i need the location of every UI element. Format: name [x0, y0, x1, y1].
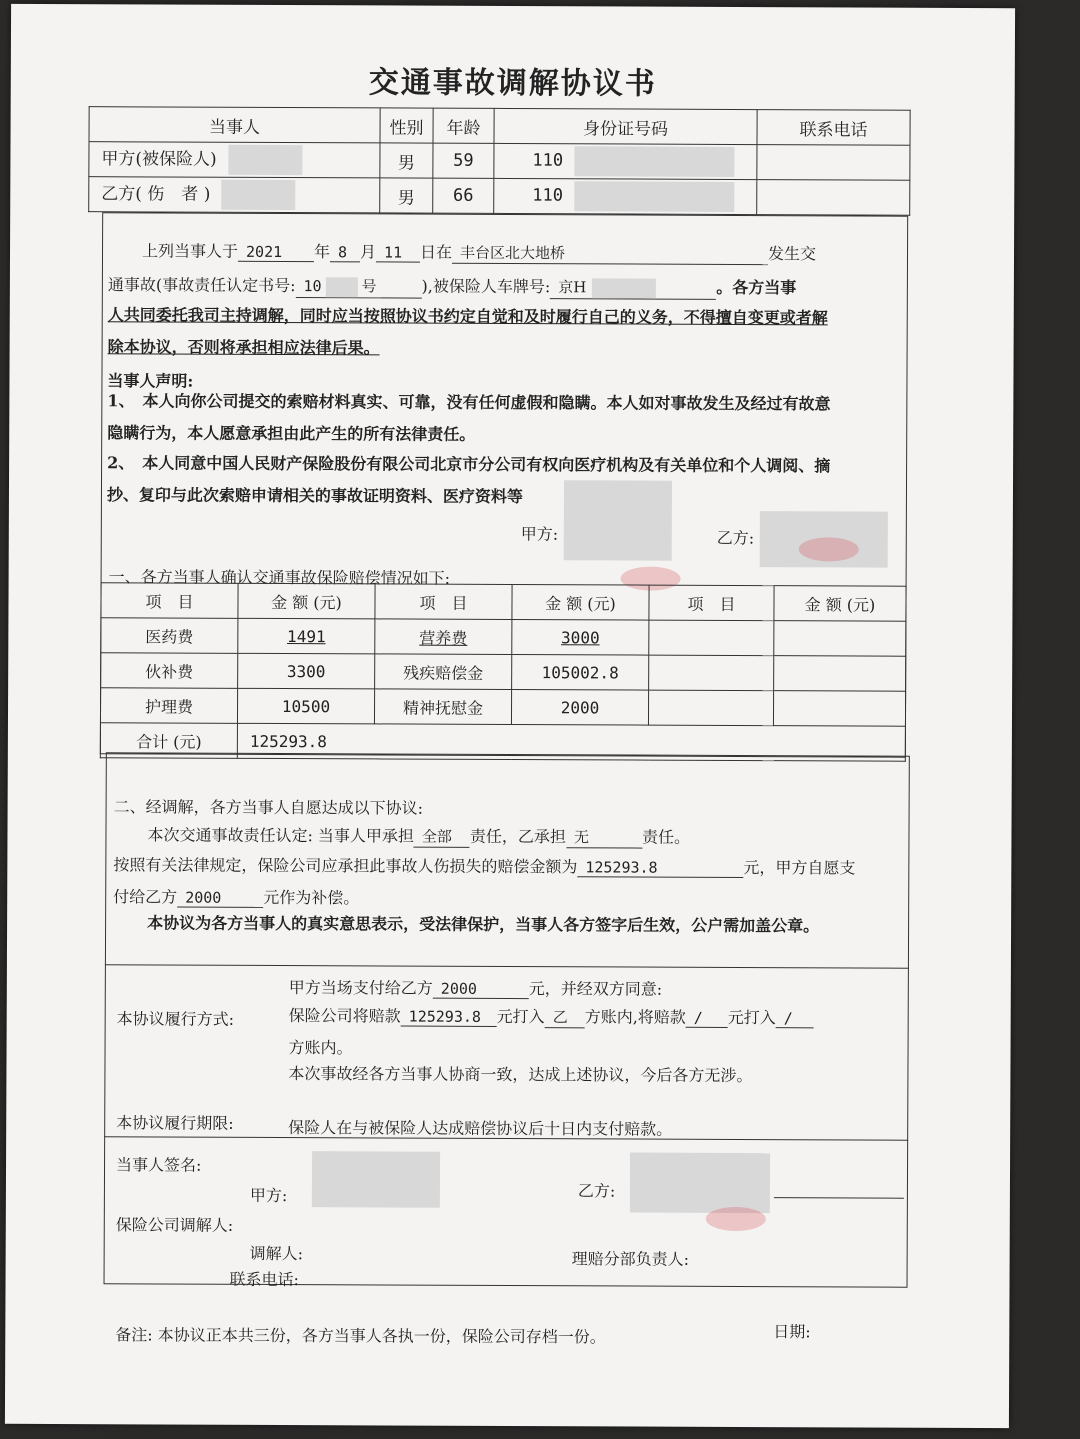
table-row [89, 142, 910, 181]
declaration-heading: 当事人声明: [107, 371, 194, 391]
party-b-age: 66 [433, 178, 494, 213]
signature-b-redacted [630, 1153, 770, 1214]
compensation-amount: 2000 [177, 889, 263, 908]
agreement-line-2: 按照有关法律规定，保险公司应承担此事故人伤损失的赔偿金额为 125293.8 元，甲方自愿支 [113, 855, 856, 878]
contact-phone-label: 联系电话: [229, 1269, 299, 1290]
header-id: 身份证号码 [494, 108, 757, 144]
party-b-cell [89, 177, 380, 213]
agreement-line-3: 付给乙方 2000 元作为补偿。 [113, 887, 360, 908]
declaration-item-2a: 2、 本人同意中国人民财产保险股份有限公司北京市分公司有权向医疗机构及有关单位和个人调阅、摘 [107, 453, 831, 476]
redacted-name [228, 145, 302, 175]
total-amount: 125293.8 [237, 723, 905, 761]
header-gender: 性别 [380, 108, 433, 143]
party-a-cell [89, 142, 380, 178]
table-total-row: 合计 (元) 125293.8 [100, 723, 905, 762]
performance-term: 保险人在与被保险人达成赔偿协议后十日内支付赔款。 [288, 1118, 673, 1139]
accident-month: 8 [330, 243, 360, 262]
document-title: 交通事故调解协议书 [368, 65, 657, 102]
declaration-party-b: 乙方: [717, 511, 888, 568]
declaration-item-1a: 1、 本人向你公司提交的索赔材料真实、可靠，没有任何虚假和隐瞒。本人如对事故发生及经过有故意 [107, 391, 831, 414]
declaration-party-a: 甲方: [521, 510, 672, 561]
performance-line-4: 本次事故经各方当事人协商一致，达成上述协议，今后各方无涉。 [288, 1064, 753, 1086]
intro-line-4: 除本协议，否则将承担相应法律后果。 [107, 337, 380, 358]
party-b-id: 110 [494, 178, 757, 214]
footer-date: 日期: [773, 1322, 811, 1342]
compensation-heading: 一、各方当事人确认交通事故保险赔偿情况如下: [108, 567, 451, 588]
performance-line-2: 保险公司将赔款 125293.8 元打入 乙 方账内,将赔款 / 元打入 / [289, 1003, 814, 1029]
table-header-row [89, 107, 910, 146]
footer-note: 备注: 本协议正本共三份，各方当事人各执一份，保险公司存档一份。 [115, 1325, 606, 1347]
signature-a [563, 480, 671, 560]
performance-line-3: 方账内。 [288, 1038, 353, 1058]
compensation-table [100, 582, 907, 762]
insurer-mediator-label: 保险公司调解人: [115, 1215, 234, 1235]
accident-place: 丰台区北大地桥 [452, 242, 768, 265]
party-b-role: 乙方( 伤 者 ) [101, 183, 211, 205]
intro-line-2: 通事故(事故责任认定书号: 10 号 ),被保险人车牌号: 京H 。各方当事 [108, 272, 796, 300]
party-a-phone [757, 145, 910, 181]
parties-table [88, 106, 910, 216]
table-row: 伙补费 3300 残疾赔偿金 105002.8 [101, 653, 906, 692]
table-row: 护理费 10500 精神抚慰金 2000 [100, 688, 905, 727]
plate-number: 京H [550, 276, 716, 300]
signature-party-a: 甲方: [249, 1185, 288, 1206]
table-row [89, 177, 910, 216]
party-a-id: 110 [494, 143, 757, 179]
table-row: 医药费 1491 营养费 3000 [101, 618, 906, 657]
agreement-paper [5, 4, 1015, 1428]
mediator-label: 调解人: [249, 1243, 304, 1264]
agreement-bold: 本协议为各方当事人的真实意思表示，受法律保护，当事人各方签字后生效，公户需加盖公章。 [147, 913, 820, 936]
header-party: 当事人 [89, 107, 380, 143]
accident-day: 11 [376, 243, 420, 262]
party-a-age: 59 [433, 143, 494, 178]
insurer-amount: 125293.8 [577, 858, 743, 878]
declaration-item-2b: 抄、复印与此次索赔申请相关的事故证明资料、医疗资料等 [106, 485, 524, 507]
header-phone: 联系电话 [757, 110, 910, 146]
redacted-id [574, 181, 734, 212]
intro-line-3: 人共同委托我司主持调解，同时应当按照协议书约定自觉和及时履行自己的义务，不得擅自变更或者解 [107, 305, 828, 328]
party-b-gender: 男 [380, 178, 433, 213]
redacted-id [574, 146, 734, 177]
party-b-phone [757, 180, 910, 216]
accident-year: 2021 [238, 243, 314, 262]
agreement-heading: 二、经调解，各方当事人自愿达成以下协议: [113, 797, 424, 818]
declaration-item-1b: 隐瞒行为，本人愿意承担由此产生的所有法律责任。 [107, 423, 476, 444]
party-a-responsibility: 全部 [414, 826, 470, 848]
table-header-row: 项 目 金 额 (元) 项 目 金 额 (元) 项 目 金 额 (元) [101, 583, 906, 622]
signature-a-redacted [312, 1151, 440, 1208]
redacted-name [222, 180, 296, 210]
agreement-line-1: 本次交通事故责任认定: 当事人甲承担 全部 责任，乙承担 无 责任。 [147, 825, 691, 847]
intro-line-1: 上列当事人于 2021 年 8 月 11 日在 丰台区北大地桥 发生交 [141, 241, 817, 264]
party-b-responsibility: 无 [566, 826, 642, 848]
party-a-gender: 男 [380, 143, 433, 178]
certificate-number: 10 号 [295, 275, 421, 298]
signature-party-b: 乙方: [577, 1181, 616, 1201]
signature-label: 当事人签名: [115, 1155, 202, 1175]
party-a-role: 甲方(被保险人) [101, 148, 217, 170]
claims-head-label: 理赔分部负责人: [571, 1249, 690, 1269]
performance-line-1: 甲方当场支付给乙方 2000 元，并经双方同意: [288, 978, 663, 999]
fingerprint-b [706, 1207, 766, 1231]
performance-mode-label: 本协议履行方式: [116, 1009, 235, 1029]
fingerprint-b [799, 537, 859, 561]
performance-term-label: 本协议履行期限: [116, 1113, 234, 1133]
header-age: 年龄 [433, 108, 494, 143]
